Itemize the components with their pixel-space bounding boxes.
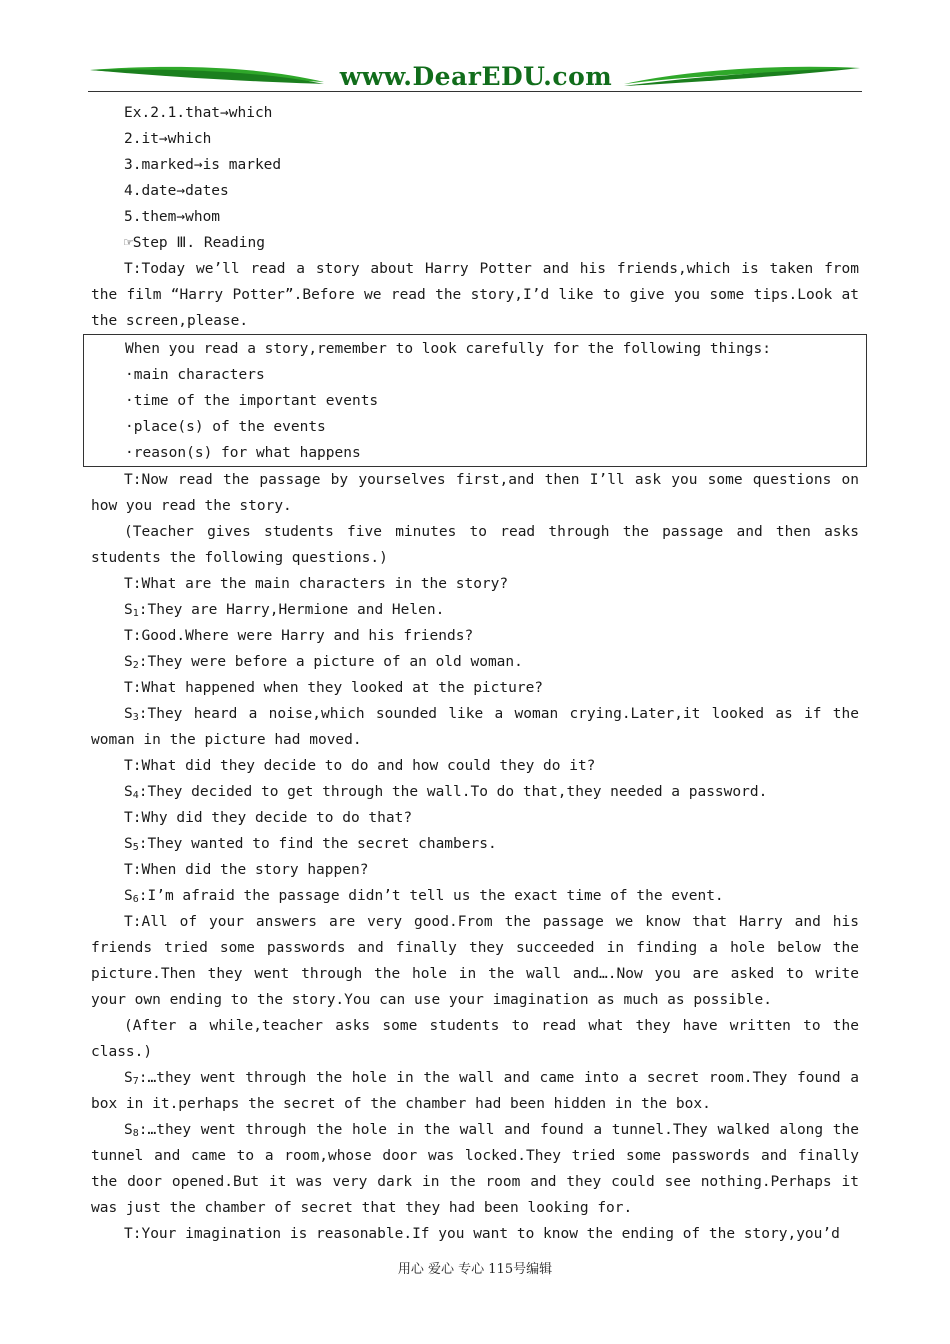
teacher-line: T:Your imagination is reasonable.If you want to know the ending of the story,you’d (124, 1226, 840, 1242)
exercise-line: Ex.2.1.that→which (124, 105, 273, 121)
exercise-line: 4.date→dates (124, 183, 229, 199)
student-line: $S_8:\dots they$ went through the hole in the wall and found a tunnel.They walked along the tunnel and came to a room,whose door was locked.They tried some passwords and finally the door opened.But it was very dark in the room and they could see nothing.Perhaps it was just the chamber of secret that they had been looking for. (91, 1122, 859, 1216)
student-line: $S_4:They$ decided to get through the wall.To do that,they needed a password. (124, 784, 768, 801)
teacher-line: T:All of your answers are very good.From the passage we know that Harry and his friends tried some passwords and finally they succeeded in finding a hole below the picture.Then they went through the hole in the wall and….Now you are asked to write your own ending to the story.You can use your imagination as much as possible. (91, 914, 859, 1008)
student-line: $S_5:They$ wanted to find the secret chambers. (124, 836, 497, 853)
student-line: $S_3:They$ heard a noise,which sounded like a woman crying.Later,it looked as if the woman in the picture had moved. (91, 706, 859, 748)
intro-paragraph: T:Today we’ll read a story about Harry Potter and his friends,which is taken from the film “Harry Potter”.Before we read the story,I’d like to give you some tips.Look at the screen,please. (91, 261, 859, 329)
teacher-line: T:Now read the passage by yourselves first,and then I’ll ask you some questions on how you read the story. (91, 472, 859, 514)
teacher-line: T:When did the story happen? (124, 862, 369, 878)
teacher-line: T:Why did they decide to do that? (124, 810, 413, 826)
teacher-line: T:What are the main characters in the story? (124, 576, 509, 592)
page-footer: 用心 爱心 专心 115号编辑 (397, 1262, 553, 1277)
teacher-line: T:What happened when they looked at the picture? (124, 680, 544, 696)
tips-item: ·place(s) of the events (125, 419, 326, 435)
site-logo[interactable]: www.DearEDU.com (339, 62, 613, 91)
exercise-line: 3.marked→is marked (124, 157, 282, 173)
teacher-line: T:Good.Where were Harry and his friends? (124, 628, 474, 644)
student-line: $S_2:They$ were before a picture of an old woman. (124, 654, 523, 671)
header-divider (88, 91, 862, 92)
document-body (91, 100, 859, 1247)
tips-box (83, 334, 867, 467)
stage-note: (Teacher gives students five minutes to read through the passage and then asks students the following questions.) (91, 524, 859, 566)
student-line: $S_7:\dots they$ went through the hole in the wall and came into a secret room.They found a box in it.perhaps the secret of the chamber had been hidden in the box. (91, 1070, 859, 1112)
step-heading: ☞Step Ⅲ. Reading (124, 235, 265, 251)
tips-item: ·main characters (125, 367, 265, 383)
tips-item: ·reason(s) for what happens (125, 445, 361, 461)
page-header (88, 60, 862, 94)
stage-note: (After a while,teacher asks some students to read what they have written to the class.) (91, 1018, 859, 1060)
exercise-line: 5.them→whom (124, 209, 221, 225)
exercise-line: 2.it→which (124, 131, 212, 147)
tips-item: ·time of the important events (125, 393, 379, 409)
student-line: $S_1:They$ are Harry,Hermione and Helen. (124, 602, 445, 619)
teacher-line: T:What did they decide to do and how could they do it? (124, 758, 596, 774)
tips-heading: When you read a story,remember to look carefully for the following things: (125, 341, 772, 357)
student-line: $S_6:I’m$ afraid the passage didn’t tell us the exact time of the event. (124, 888, 724, 905)
